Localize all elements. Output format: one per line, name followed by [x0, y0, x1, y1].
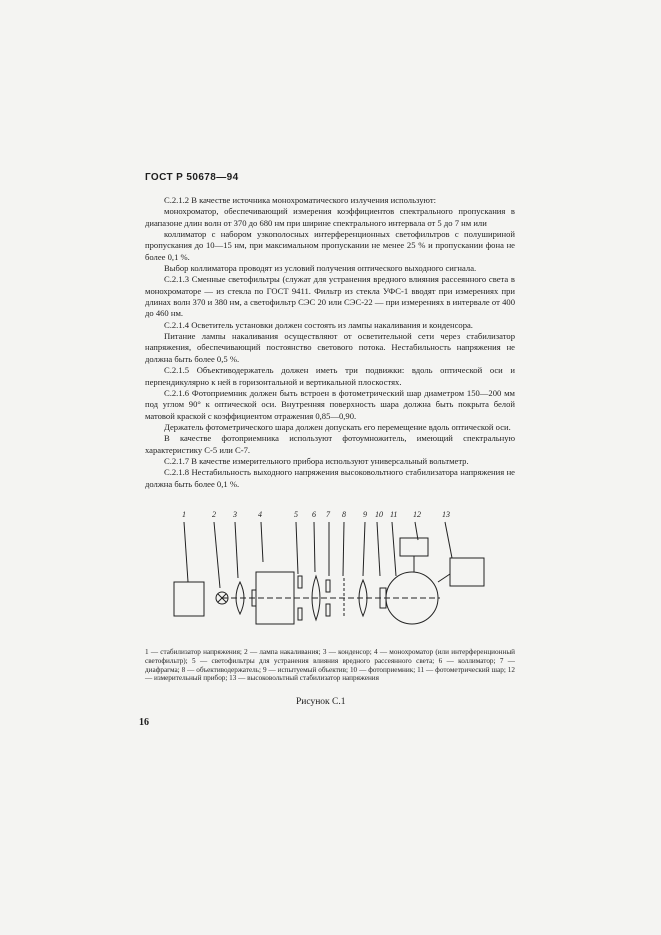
figure-label-7: 7	[326, 510, 330, 519]
paragraph: Выбор коллиматора проводят из условий получения оптического выходного сигнала.	[164, 263, 477, 274]
leader-line	[392, 522, 396, 576]
paragraph: В качестве фотоприемника используют фотоумножитель, имеющий спектральную характеристику С-5 или С-7.	[145, 433, 515, 455]
leader-line	[261, 522, 263, 562]
paragraph: монохроматор, обеспечивающий измерения коэффициентов спектрального пропускания в диапазоне длин волн от 370 до 680 нм при ширине спектрального интервала от 5 до 7 нм или	[145, 206, 515, 228]
figure-label-3: 3	[233, 510, 237, 519]
leader-line	[296, 522, 298, 574]
figure-label-9: 9	[363, 510, 367, 519]
stabilizer-block	[174, 582, 204, 616]
paragraph: С.2.1.5 Объективодержатель должен иметь три подвижки: вдоль оптической оси и перпендикулярно к ней в горизонтальной и вертикальной плоскостях.	[145, 365, 515, 387]
figure-label-10: 10	[375, 510, 383, 519]
leader-line	[363, 522, 365, 576]
figure-label-5: 5	[294, 510, 298, 519]
leader-line	[445, 522, 452, 558]
paragraph: Питание лампы накаливания осуществляют от осветительной сети через стабилизатор напряжения, обеспечивающий постоянство светового потока. Нестабильность напряжения не должна быть более 0,5 %.	[145, 331, 515, 364]
leader-line	[184, 522, 188, 582]
leader-line	[235, 522, 238, 578]
figure-title: Рисунок С.1	[296, 697, 346, 707]
figure-label-2: 2	[212, 510, 216, 519]
figure-label-1: 1	[182, 510, 186, 519]
leader-line	[214, 522, 220, 588]
hv-stabilizer-block	[450, 558, 484, 586]
paragraph: С.2.1.2 В качестве источника монохроматического излучения используют:	[164, 195, 436, 205]
page-number: 16	[139, 717, 149, 728]
figure-label-4: 4	[258, 510, 262, 519]
paragraph: С.2.1.6 Фотоприемник должен быть встроен в фотометрический шар диаметром 150—200 мм под углом 90° к оптической оси. Внутренняя поверхность шара должна быть покрыта белой матовой краской с коэффициентом отражения 0,85—0,90.	[145, 387, 515, 421]
paragraph: коллиматор с набором узкополосных интерференционных светофильтров с полушириной пропускания до 10—15 нм, при максимальном пропускании не менее 25 % и пропускании фона не более 0,1 %.	[145, 229, 515, 262]
paragraph: С.2.1.3 Сменные светофильтры (служат для устранения вредного влияния рассеянного света в монохроматоре — из стекла по ГОСТ 9411. Фильтр из стекла УФС-1 вводят при измерениях при длинах волн 370 и 380 нм, а светофильтр СЭС 20 или СЭС-22 — при измерениях в интервале от 400 до 460 нм.	[145, 274, 515, 319]
wire	[438, 574, 450, 582]
leader-line	[377, 522, 380, 576]
paragraph: Держатель фотометрического шара должен допускать его перемещение вдоль оптической оси.	[164, 421, 511, 432]
diaphragm	[326, 604, 330, 616]
leader-line	[415, 522, 418, 540]
figure-label-13: 13	[442, 510, 450, 519]
leader-line	[343, 522, 344, 576]
measuring-instrument	[400, 538, 428, 556]
diaphragm	[326, 580, 330, 592]
figure-label-12: 12	[413, 510, 421, 519]
paragraph: С.2.1.4 Осветитель установки должен состоять из лампы накаливания и конденсора.	[164, 319, 473, 330]
leader-line	[314, 522, 315, 572]
filter-element	[298, 576, 302, 588]
figure-label-6: 6	[312, 510, 316, 519]
paragraph: С.2.1.7 В качестве измерительного прибора используют универсальный вольтметр.	[164, 455, 469, 466]
optical-scheme-figure	[160, 510, 500, 640]
document-header: ГОСТ Р 50678—94	[145, 172, 239, 183]
figure-label-11: 11	[390, 510, 398, 519]
optical-scheme-drawing	[160, 510, 500, 640]
paragraph: С.2.1.8 Нестабильность выходного напряжения высоковольтного стабилизатора напряжения не должна быть более 0,1 %.	[145, 467, 515, 489]
body-text	[145, 195, 515, 490]
figure-caption: 1 — стабилизатор напряжения; 2 — лампа накаливания; 3 — конденсор; 4 — монохроматор (или интерференционный светофильтр); 5 — светофильтры для устранения влияния вредного рассеянного света; 6 — коллиматор; 7 — диафрагма; 8 — объективодержатель; 9 — испытуемый объектив; 10 — фотоприемник; 11 — фотометрический шар; 12 — измерительный прибор; 13 — высоковольтный стабилизатор напряжения	[145, 648, 515, 683]
filter-element	[298, 608, 302, 620]
figure-label-8: 8	[342, 510, 346, 519]
